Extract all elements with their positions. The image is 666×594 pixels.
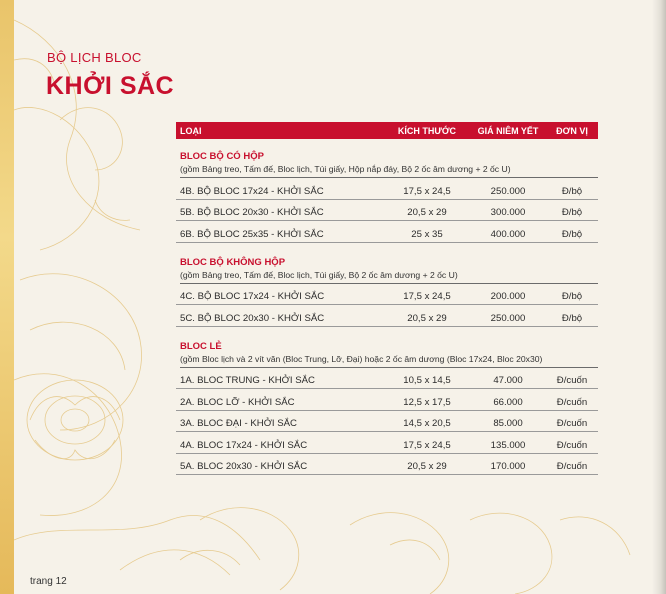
table-row [176,389,598,411]
page-number: trang 12 [30,576,67,587]
section-title: BLOC BỘ CÓ HỘP [180,151,264,162]
product-unit: Đ/cuốn [556,418,588,429]
gold-edge-band [0,0,14,594]
column-header-type: LOẠI [180,125,202,136]
product-unit: Đ/bộ [561,207,583,218]
column-header-price: GIÁ NIÊM YẾT [477,125,539,136]
product-name: 3A. BLOC ĐẠI - KHỞI SẮC [180,418,297,429]
product-name: 1A. BLOC TRUNG - KHỞI SẮC [180,375,315,386]
section-description: (gồm Bảng treo, Tấm đế, Bloc lịch, Túi giấy, Hộp nắp đáy, Bộ 2 ốc âm dương + 2 ốc U) [180,164,598,178]
page-title: KHỞI SẮC [46,72,175,100]
product-name: 5A. BLOC 20x30 - KHỞI SẮC [180,461,308,472]
product-price: 170.000 [490,461,526,472]
product-unit: Đ/cuốn [556,375,588,386]
product-name: 5B. BỘ BLOC 20x30 - KHỞI SẮC [180,207,324,218]
product-unit: Đ/bộ [561,185,583,197]
section-description: (gồm Bloc lịch và 2 vít văn (Bloc Trung, Lỡ, Đại) hoặc 2 ốc âm dương (Bloc 17x24, Bloc 20x30) [180,354,598,368]
product-size: 17,5 x 24,5 [403,439,451,451]
product-unit: Đ/bộ [561,228,583,240]
table-header-row [176,122,598,139]
price-table [176,122,598,475]
section-unboxed-set [176,257,598,327]
product-size: 12,5 x 17,5 [403,396,451,408]
product-name: 4B. BỘ BLOC 17x24 - KHỞI SẮC [180,185,324,197]
product-unit: Đ/cuốn [556,461,588,472]
product-name: 6B. BỘ BLOC 25x35 - KHỞI SẮC [180,228,324,240]
product-unit: Đ/cuốn [556,439,588,451]
page-fold-shadow [652,0,666,594]
product-size: 17,5 x 24,5 [403,291,451,302]
product-price: 250.000 [490,312,526,324]
table-row [176,305,598,327]
table-row [176,432,598,454]
product-unit: Đ/bộ [561,312,583,324]
section-description: (gồm Bảng treo, Tấm đế, Bloc lịch, Túi giấy, Bộ 2 ốc âm dương + 2 ốc U) [180,270,598,284]
page-subtitle: BỘ LỊCH BLOC [47,50,142,65]
section-boxed-set [176,151,598,243]
product-size: 20,5 x 29 [407,312,447,324]
table-row [176,178,598,200]
product-price: 200.000 [490,291,526,302]
table-row [176,368,598,390]
table-row [176,200,598,222]
product-price: 47.000 [493,375,523,386]
section-title: BLOC BỘ KHÔNG HỘP [180,256,286,268]
product-price: 135.000 [490,439,526,451]
product-price: 66.000 [493,396,523,408]
section-title: BLOC LẺ [180,340,222,352]
product-price: 250.000 [490,185,526,197]
product-name: 4A. BLOC 17x24 - KHỞI SẮC [180,439,308,451]
product-price: 300.000 [490,207,526,218]
table-row [176,284,598,306]
product-price: 85.000 [493,418,523,429]
product-name: 4C. BỘ BLOC 17x24 - KHỞI SẮC [180,291,325,302]
product-size: 10,5 x 14,5 [403,375,451,386]
product-size: 20,5 x 29 [407,207,447,218]
product-size: 25 x 35 [411,228,443,240]
product-unit: Đ/cuốn [556,396,588,408]
product-unit: Đ/bộ [561,291,583,302]
product-name: 5C. BỘ BLOC 20x30 - KHỞI SẮC [180,312,325,324]
product-size: 20,5 x 29 [407,461,447,472]
product-price: 400.000 [490,228,526,240]
section-single-bloc [176,341,598,476]
table-row [176,411,598,433]
column-header-size: KÍCH THƯỚC [397,125,457,136]
table-row [176,454,598,476]
product-size: 17,5 x 24,5 [403,185,451,197]
product-name: 2A. BLOC LỠ - KHỞI SẮC [180,396,295,408]
column-header-unit: ĐƠN VỊ [556,125,588,136]
table-row [176,221,598,243]
product-size: 14,5 x 20,5 [403,418,451,429]
